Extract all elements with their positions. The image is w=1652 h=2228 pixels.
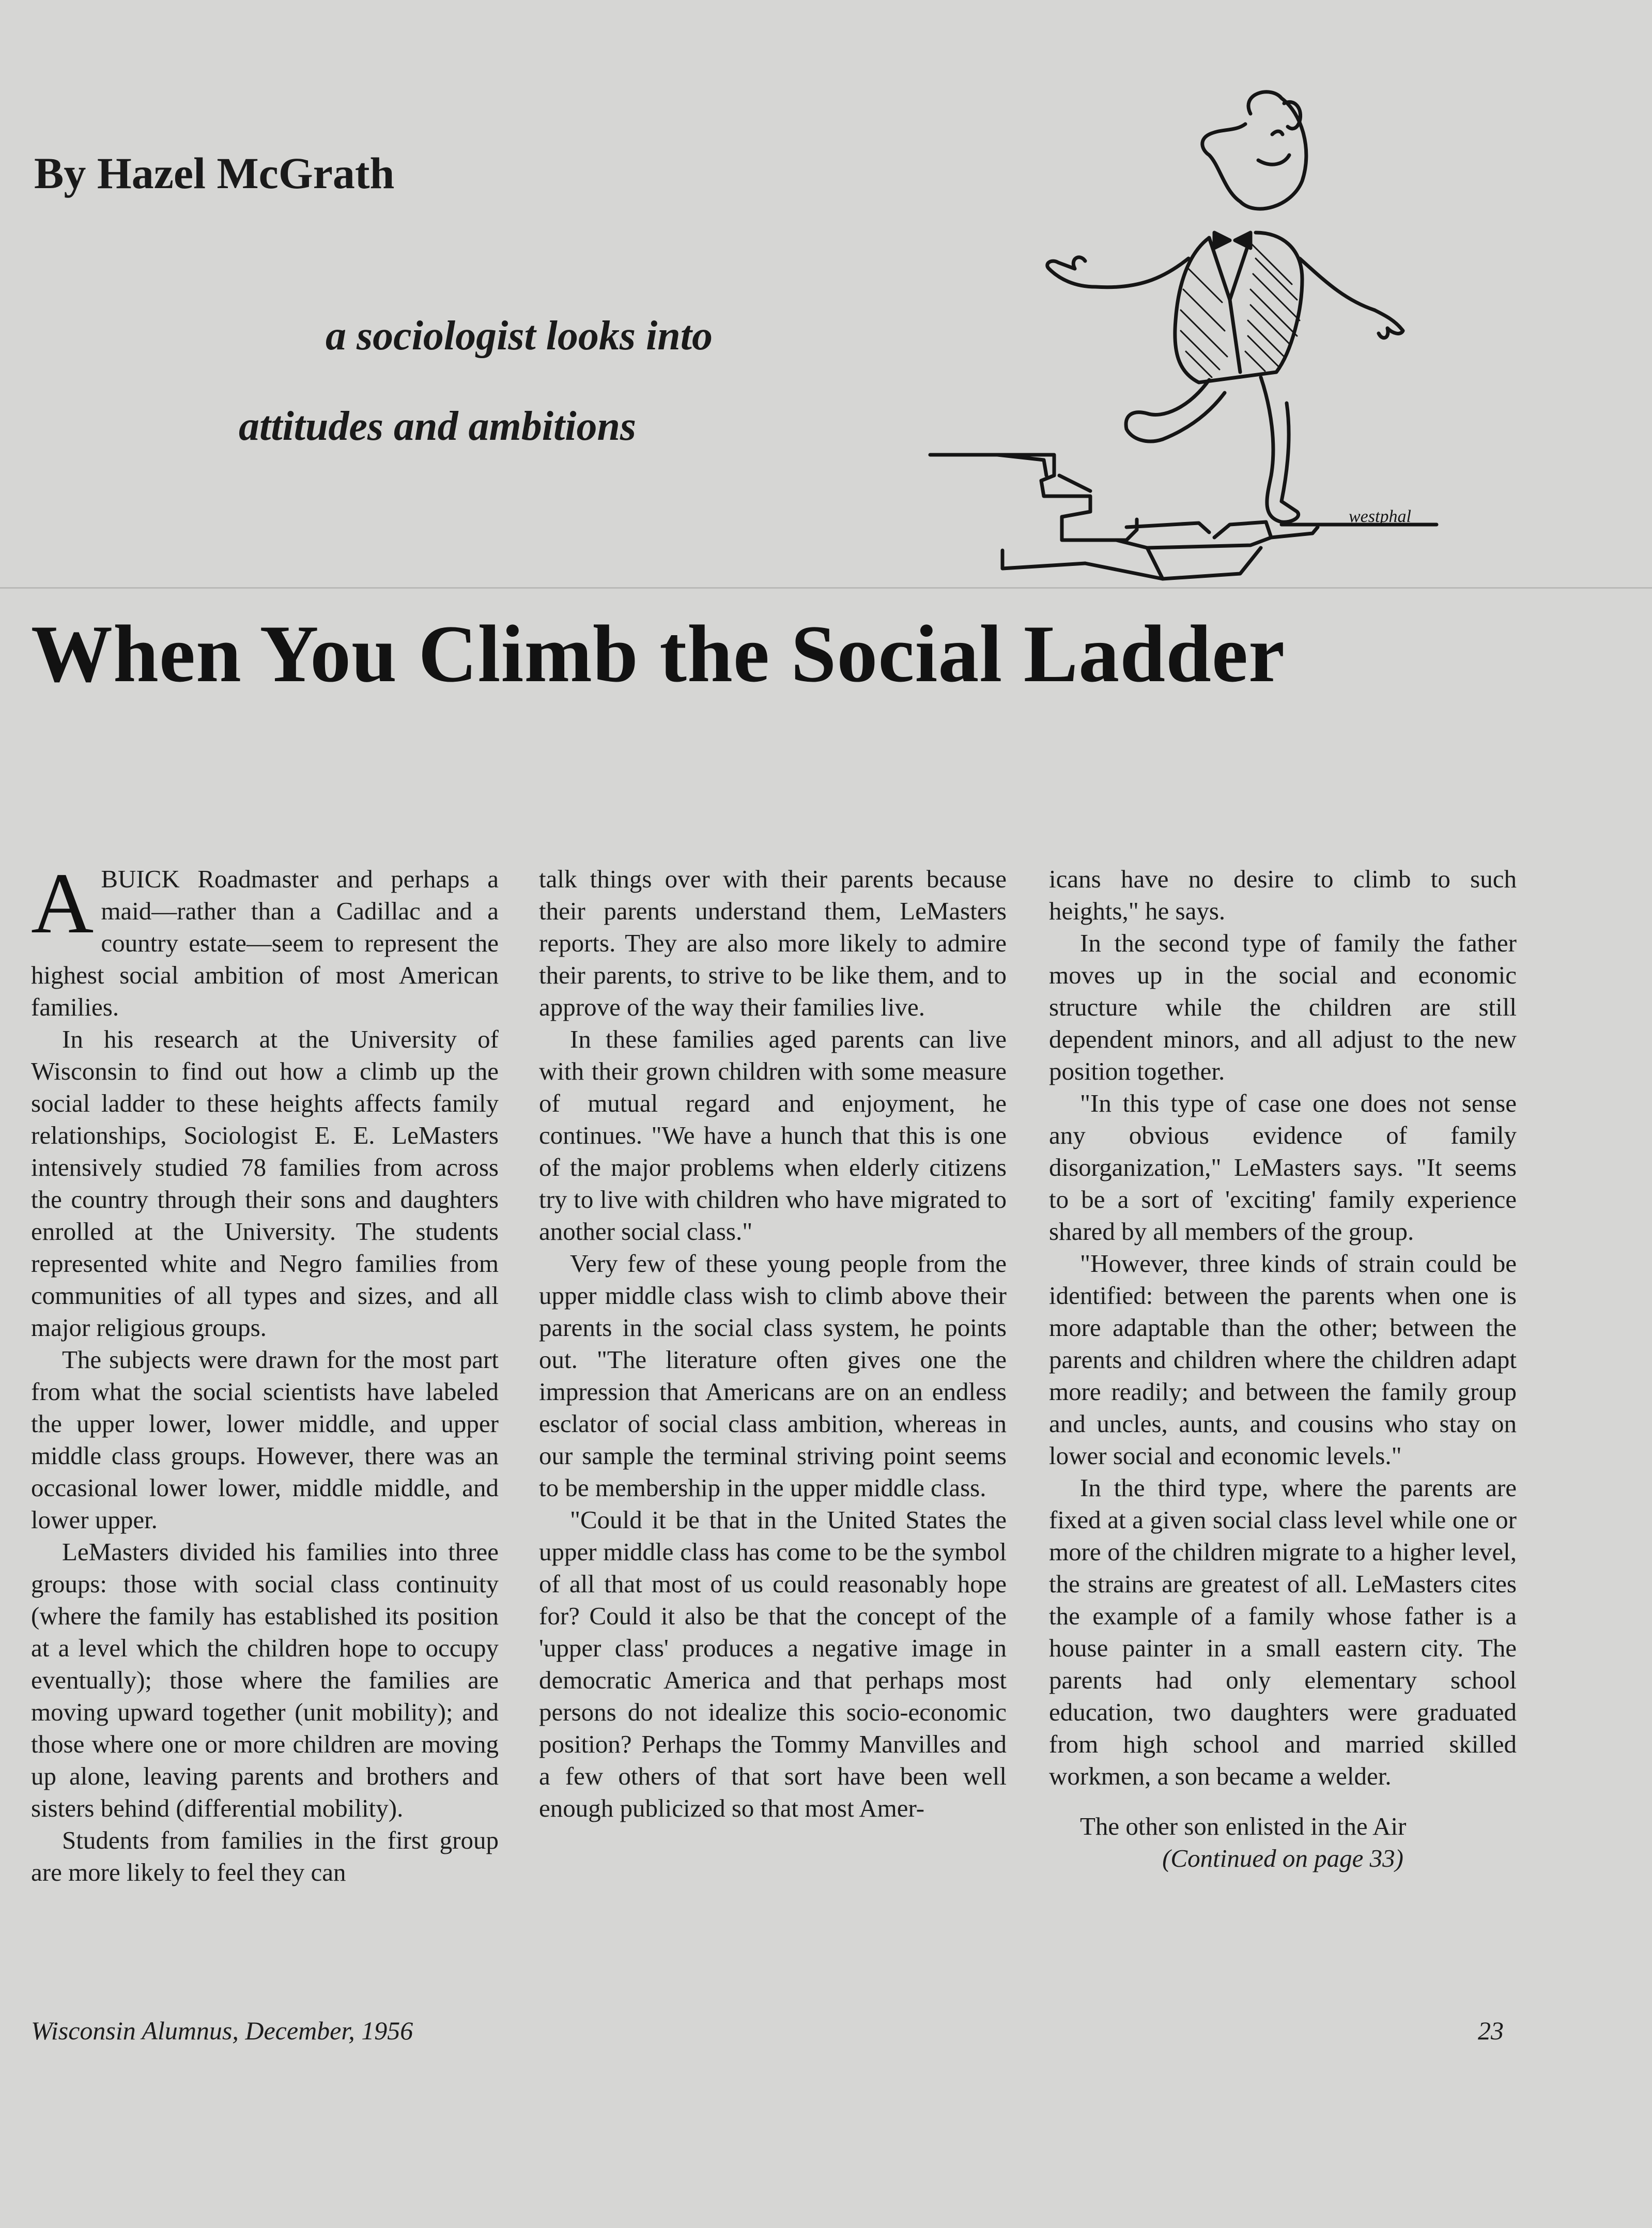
paragraph: In the third type, where the parents are fixed at a given social class level while one or more of the children migrate to a higher level, the strains are greatest of all. LeMasters cites the example of a family whose father is a house painter in a small eastern city. The parents had only elementary school education, two daughters were graduated from high school and married skilled workmen, a son became a welder.: [1049, 1473, 1517, 1790]
paragraph: The other son enlisted in the Air: [1080, 1812, 1407, 1840]
paragraph: In his research at the University of Wisconsin to find out how a climb up the social ladder to these heights affects family relationships, Sociologist E. E. LeMasters intensively studied 78 families from across the country through their sons and daughters enrolled at the University. The students represented white and Negro families from communities of all types and sizes, and all major religious groups.: [31, 1025, 499, 1342]
paragraph: In the second type of family the father moves up in the social and economic structure while the children are still dependent minors, and all adjust to the new position together.: [1049, 929, 1517, 1085]
header-divider: [0, 587, 1652, 589]
drop-cap: A: [31, 855, 94, 951]
paragraph: LeMasters divided his families into three groups: those with social class continuity (where the family has established its position at a level which the children hope to occupy eventually); those where the families are moving upward together (unit mobility); and those where one or more children are moving up alone, leaving parents and brothers and sisters behind (differential mobility).: [31, 1538, 499, 1822]
paragraph: The subjects were drawn for the most part from what the social scientists have labeled the upper lower, lower middle, and upper middle class groups. However, there was an occasional lower lower, middle middle, and lower upper.: [31, 1345, 499, 1534]
byline: By Hazel McGrath: [34, 148, 395, 198]
article-headline: When You Climb the Social Ladder: [31, 609, 1286, 699]
paragraph: Very few of these young people from the upper middle class wish to climb above their parents in the social class system, he points out. "The literature often gives one the impression that Americans are on an endless esclator of social class ambition, whereas in our sample the terminal striving point seems to be membership in the upper middle class.: [539, 1249, 1007, 1502]
paragraph: In these families aged parents can live with their grown children with some measure of mutual regard and enjoyment, he continues. "We have a hunch that this is one of the major problems when elderly citizens try to live with children who have migrated to another social class.": [539, 1025, 1007, 1246]
paragraph: talk things over with their parents because their parents understand them, LeMasters reports. They are also more likely to admire their parents, to strive to be like them, and to approve of the way their families live.: [539, 865, 1007, 1021]
paragraph: "Could it be that in the United States the upper middle class has come to be the symbol of all that most of us could reasonably hope for? Could it also be that the concept of the 'upper class' produces a negative image in democratic America and that perhaps most persons do not idealize this socio-economic position? Perhaps the Tommy Manvilles and a few others of that sort have been well enough publicized so that most Amer-: [539, 1505, 1007, 1822]
paragraph: BUICK Roadmaster and perhaps a maid—rather than a Cadillac and a country estate—seem to represent the highest social ambition of most American families.: [31, 865, 499, 1021]
paragraph: "In this type of case one does not sense any obvious evidence of family disorganization," LeMasters says. "It seems to be a sort of 'exciting' family experience shared by all members of the group.: [1049, 1089, 1517, 1246]
paragraph: "However, three kinds of strain could be identified: between the parents when one is more adaptable than the other; between the parents and children where the children adapt more readily; and between the family group and uncles, aunts, and cousins who stay on lower social and economic levels.": [1049, 1249, 1517, 1470]
paragraph: Students from families in the first group are more likely to feel they can: [31, 1826, 499, 1886]
article-column-1: [31, 855, 499, 1888]
page-number: 23: [1478, 2016, 1504, 2045]
paragraph: icans have no desire to climb to such heights," he says.: [1049, 865, 1517, 925]
subtitle-line-2: attitudes and ambitions: [239, 404, 637, 449]
illustration-signature: westphal: [1349, 507, 1411, 526]
article-column-3: [1049, 863, 1517, 1874]
article-column-2: [539, 863, 1007, 1824]
publication-footer: Wisconsin Alumnus, December, 1956: [31, 2016, 413, 2045]
man-climbing-stairs-illustration: [920, 83, 1530, 589]
subtitle-line-1: a sociologist looks into: [326, 313, 713, 359]
continued-notice: (Continued on page 33): [1162, 1844, 1403, 1872]
